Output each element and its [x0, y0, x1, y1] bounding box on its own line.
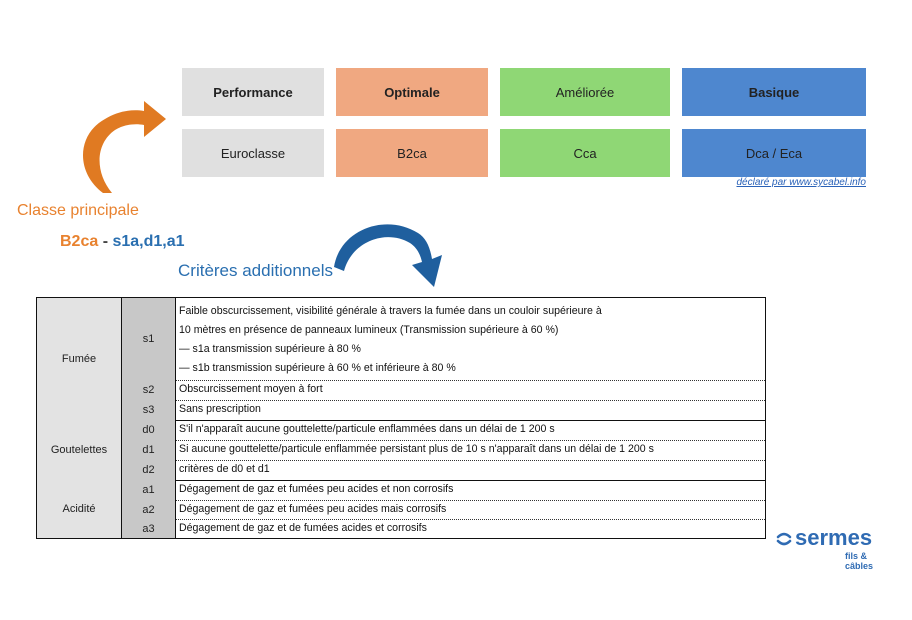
code-main: B2ca	[60, 233, 99, 250]
desc-s1-line: — s1a transmission supérieure à 80 %	[179, 343, 361, 355]
logo-word: sermes	[795, 525, 873, 550]
code-s2: s2	[122, 380, 176, 400]
criteria-table	[36, 297, 766, 539]
blue-curved-arrow-icon	[330, 205, 450, 290]
code-d0: d0	[122, 420, 176, 440]
credit-link[interactable]: déclaré par www.sycabel.info	[736, 177, 866, 188]
code-a2: a2	[122, 500, 176, 519]
desc-a2: Dégagement de gaz et fumées peu acides mais corrosifs	[179, 503, 447, 515]
desc-s1-line: — s1b transmission supérieure à 60 % et inférieure à 80 %	[179, 362, 456, 374]
header-amelioree: Améliorée	[500, 68, 670, 116]
desc-a3: Dégagement de gaz et de fumées acides et corrosifs	[179, 522, 427, 534]
code-d1: d1	[122, 440, 176, 460]
desc-d1: Si aucune gouttelette/particule enflammée persistant plus de 10 s n'apparaît dans un délai de 1 200 s	[179, 443, 654, 455]
code-a3: a3	[122, 519, 176, 538]
desc-s1	[176, 302, 765, 378]
code-d2: d2	[122, 460, 176, 480]
code-a1: a1	[122, 480, 176, 500]
code-s3: s3	[122, 400, 176, 420]
desc-s1-line: Faible obscurcissement, visibilité générale à travers la fumée dans un couloir supérieure à	[179, 305, 602, 317]
code-s1: s1	[122, 298, 176, 380]
desc-a1: Dégagement de gaz et fumées peu acides et non corrosifs	[179, 483, 454, 495]
value-cca: Cca	[500, 129, 670, 177]
header-optimale: Optimale	[336, 68, 488, 116]
header-basique: Basique	[682, 68, 866, 116]
group-acidite: Acidité	[37, 480, 122, 538]
desc-d0: S'il n'apparaît aucune gouttelette/particule enflammées dans un délai de 1 200 s	[179, 423, 555, 435]
criteres-additionnels-label: Critères additionnels	[178, 261, 333, 280]
sermes-logo-icon	[775, 530, 793, 548]
classe-principale-label: Classe principale	[17, 202, 139, 219]
value-euroclasse: Euroclasse	[182, 129, 324, 177]
classification-code	[60, 233, 185, 251]
desc-s2: Obscurcissement moyen à fort	[179, 383, 323, 395]
value-dca-eca: Dca / Eca	[682, 129, 866, 177]
header-performance: Performance	[182, 68, 324, 116]
sermes-logo	[775, 525, 895, 571]
logo-tagline: fils & câbles	[845, 551, 874, 571]
orange-curved-arrow-icon	[70, 95, 170, 200]
value-b2ca: B2ca	[336, 129, 488, 177]
desc-s1-line: 10 mètres en présence de panneaux lumineux (Transmission supérieure à 60 %)	[179, 324, 559, 336]
group-fumee: Fumée	[37, 298, 122, 420]
desc-d2: critères de d0 et d1	[179, 463, 270, 475]
code-additional: s1a,d1,a1	[112, 233, 185, 250]
desc-s3: Sans prescription	[179, 403, 261, 415]
group-goutelettes: Goutelettes	[37, 420, 122, 480]
code-separator: -	[102, 233, 109, 250]
